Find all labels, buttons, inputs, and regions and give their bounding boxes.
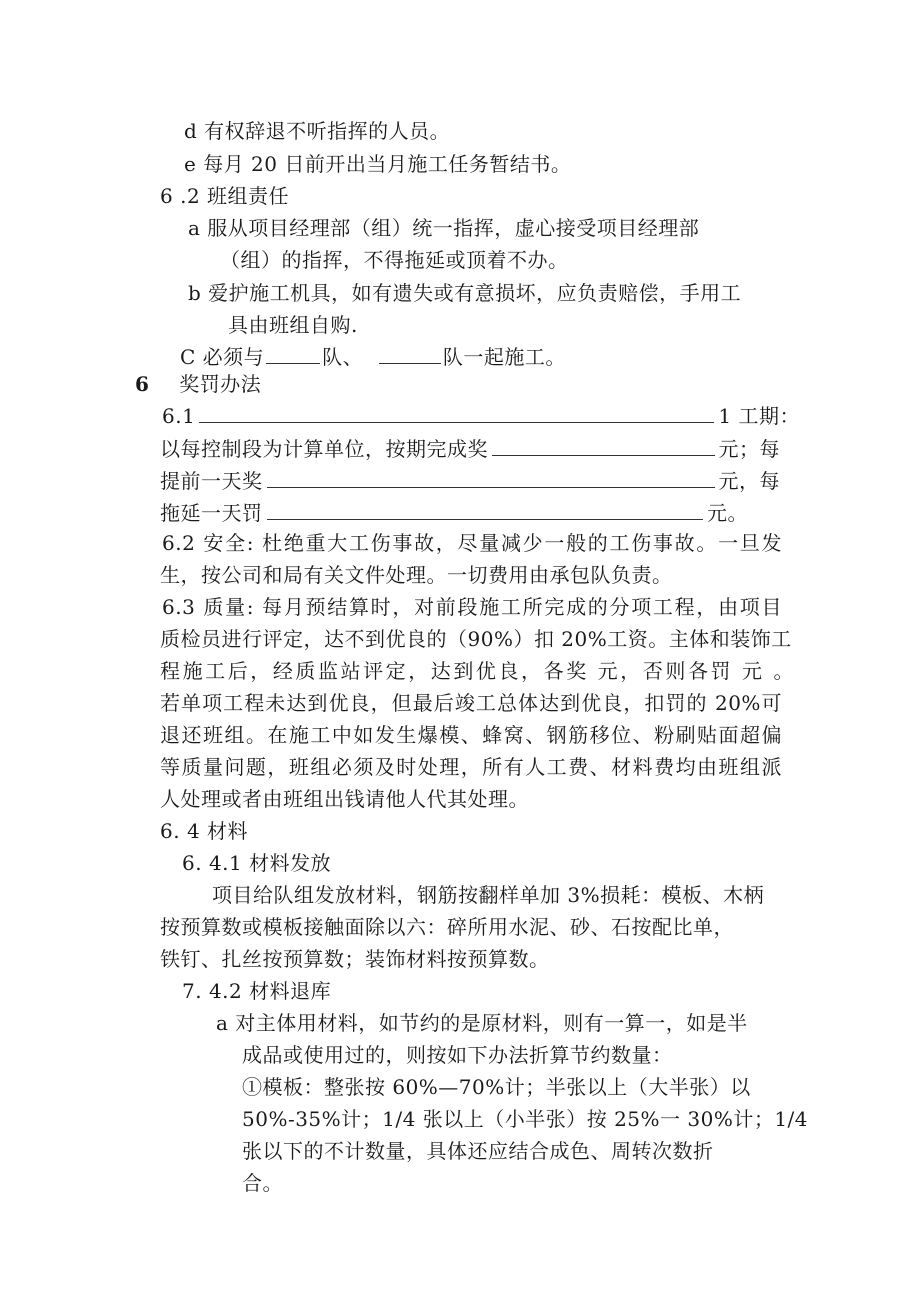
text-line: 退还班组。在施工中如发生爆模、蜂窝、钢筋移位、粉刷贴面超偏 (160, 723, 782, 747)
text-fragment: C 必须与 (180, 345, 265, 369)
text-line: b 爱护施工机具，如有遗失或有意损坏，应负责赔偿，手用工 (188, 281, 742, 305)
subsection-heading: 6. 4 材料 (160, 819, 249, 843)
text-fragment: 1 工期： (718, 404, 800, 428)
text-fragment: 队一起施工。 (442, 345, 566, 369)
text-line: 6.3 质量: 每月预结算时，对前段施工所完成的分项工程，由项目 (162, 595, 782, 619)
text-line: 6.2 安全: 杜绝重大工伤事故，尽量减少一般的工伤事故。一旦发 (162, 531, 782, 555)
text-fragment: 元，每 (718, 469, 780, 493)
text-line: 张以下的不计数量，具体还应结合成色、周转次数折 (242, 1139, 714, 1163)
text-line: a 服从项目经理部（组）统一指挥，虚心接受项目经理部 (188, 216, 700, 240)
text-line: 合。 (242, 1171, 283, 1195)
fill-blank (492, 436, 715, 456)
text-line-duration (162, 403, 800, 429)
text-line: a 对主体用材料，如节约的是原材料，则有一算一，如是半 (216, 1011, 748, 1035)
text-line: ①模板：整张按 60%—70%计；半张以上（大半张）以 (242, 1075, 751, 1099)
text-line: （组）的指挥，不得拖延或顶着不办。 (220, 248, 569, 272)
text-fragment: 6.1 (162, 404, 196, 428)
text-line: 50%-35%计；1/4 张以上（小半张）按 25%一 30%计；1/4 (242, 1107, 809, 1131)
text-line: 生，按公司和局有关文件处理。一切费用由承包队负责。 (160, 563, 673, 587)
text-line-reward (160, 436, 780, 462)
text-line: e 每月 20 日前开出当月施工任务暂结书。 (184, 152, 572, 176)
subsection-heading: 7. 4.2 材料退库 (182, 979, 332, 1003)
text-fragment: 队、 (322, 345, 364, 369)
fill-blank (199, 403, 714, 423)
text-fragment: 以每控制段为计算单位，按期完成奖 (160, 437, 488, 461)
text-line: 程施工后，经质监站评定，达到优良，各奖 元，否则各罚 元 。 (160, 659, 794, 683)
text-line: 铁钉、扎丝按预算数；装饰材料按预算数。 (160, 947, 550, 971)
text-line: 具由班组自购. (228, 313, 358, 337)
section-number: 6 (135, 372, 150, 396)
text-line: 人处理或者由班组出钱请他人代其处理。 (160, 787, 529, 811)
text-line: 若单项工程未达到优良，但最后竣工总体达到优良，扣罚的 20%可 (160, 691, 782, 715)
text-line: 项目给队组发放材料，钢筋按翻样单加 3%损耗：模板、木柄 (212, 883, 765, 907)
text-line: d 有权辞退不听指挥的人员。 (184, 119, 451, 143)
text-line: 等质量问题，班组必须及时处理，所有人工费、材料费均由班组派 (160, 755, 782, 779)
section-heading (135, 371, 261, 397)
section-title: 奖罚办法 (179, 372, 262, 396)
text-fragment: 元。 (707, 501, 748, 525)
text-line: 按预算数或模板接触面除以六：碎所用水泥、砂、石按配比单， (160, 915, 734, 939)
text-fragment: 元；每 (718, 437, 780, 461)
text-fragment: 拖延一天罚 (160, 501, 263, 525)
fill-blank (379, 342, 441, 364)
text-line: 成品或使用过的，则按如下办法折算节约数量： (242, 1043, 673, 1067)
text-line: 质检员进行评定，达不到优良的（90%）扣 20%工资。主体和装饰工 (160, 627, 792, 651)
fill-blank (267, 500, 704, 520)
subsection-heading: 6 .2 班组责任 (160, 184, 290, 208)
text-line-team-blanks (180, 342, 566, 368)
fill-blank (267, 468, 715, 488)
subsection-heading: 6. 4.1 材料发放 (182, 851, 332, 875)
text-fragment: 提前一天奖 (160, 469, 263, 493)
text-line-early-reward (160, 468, 780, 494)
fill-blank (266, 342, 320, 364)
text-line-delay-penalty (160, 500, 748, 526)
